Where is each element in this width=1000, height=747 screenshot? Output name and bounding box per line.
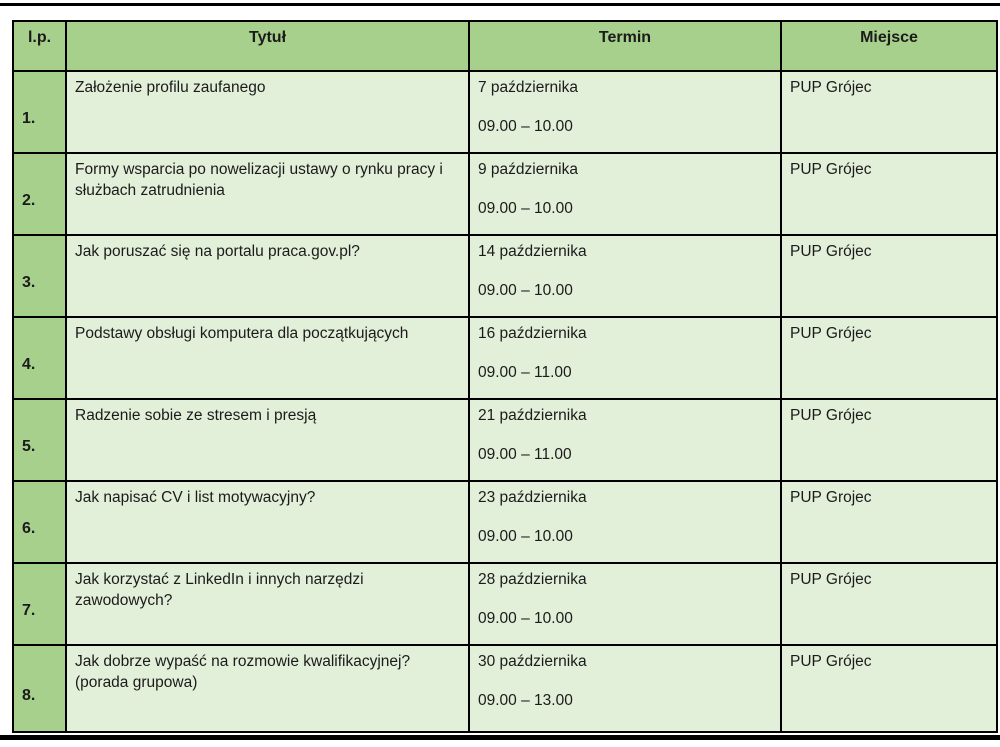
termin-cell <box>469 71 781 153</box>
date-text: 28 października <box>478 571 587 588</box>
date-text: 14 października <box>478 243 587 260</box>
title-cell: Jak dobrze wypaść na rozmowie kwalifikacyjnej? (porada grupowa) <box>66 645 469 732</box>
table-row <box>13 153 997 235</box>
title-cell: Jak poruszać się na portalu praca.gov.pl? <box>66 235 469 317</box>
header-tytul: Tytuł <box>66 21 469 71</box>
header-miejsce: Miejsce <box>781 21 997 71</box>
termin-cell <box>469 399 781 481</box>
termin-cell <box>469 235 781 317</box>
place-cell: PUP Grojec <box>781 481 997 563</box>
top-border-rule <box>0 3 1000 6</box>
time-text: 09.00 – 10.00 <box>478 527 573 545</box>
place-cell: PUP Grójec <box>781 563 997 645</box>
title-cell: Formy wsparcia po nowelizacji ustawy o rynku pracy i służbach zatrudnienia <box>66 153 469 235</box>
termin-cell <box>469 481 781 563</box>
title-cell: Jak napisać CV i list motywacyjny? <box>66 481 469 563</box>
termin-cell <box>469 317 781 399</box>
schedule-table <box>12 20 998 733</box>
time-text: 09.00 – 11.00 <box>478 363 572 381</box>
header-termin: Termin <box>469 21 781 71</box>
table-row <box>13 481 997 563</box>
place-cell: PUP Grójec <box>781 399 997 481</box>
table-row <box>13 563 997 645</box>
row-number-cell: 1. <box>13 71 66 153</box>
date-text: 21 października <box>478 407 587 424</box>
time-text: 09.00 – 11.00 <box>478 445 572 463</box>
row-number-cell: 7. <box>13 563 66 645</box>
termin-cell <box>469 563 781 645</box>
table-row <box>13 71 997 153</box>
termin-cell <box>469 645 781 732</box>
date-text: 9 października <box>478 161 578 178</box>
title-cell: Radzenie sobie ze stresem i presją <box>66 399 469 481</box>
place-cell: PUP Grójec <box>781 153 997 235</box>
place-cell: PUP Grójec <box>781 71 997 153</box>
row-number-cell: 3. <box>13 235 66 317</box>
row-number-cell: 4. <box>13 317 66 399</box>
time-text: 09.00 – 10.00 <box>478 117 573 135</box>
time-text: 09.00 – 10.00 <box>478 281 573 299</box>
place-cell: PUP Grójec <box>781 645 997 732</box>
table-row <box>13 235 997 317</box>
row-number-cell: 6. <box>13 481 66 563</box>
header-lp: l.p. <box>13 21 66 71</box>
date-text: 16 października <box>478 325 587 342</box>
table-row <box>13 399 997 481</box>
row-number-cell: 8. <box>13 645 66 732</box>
title-cell: Podstawy obsługi komputera dla początkujących <box>66 317 469 399</box>
row-number-cell: 5. <box>13 399 66 481</box>
title-cell: Jak korzystać z LinkedIn i innych narzędzi zawodowych? <box>66 563 469 645</box>
header-row <box>13 21 997 71</box>
time-text: 09.00 – 10.00 <box>478 609 573 627</box>
time-text: 09.00 – 10.00 <box>478 199 573 217</box>
table-row <box>13 645 997 732</box>
place-cell: PUP Grójec <box>781 317 997 399</box>
place-cell: PUP Grójec <box>781 235 997 317</box>
date-text: 30 października <box>478 653 587 670</box>
termin-cell <box>469 153 781 235</box>
time-text: 09.00 – 13.00 <box>478 691 573 709</box>
date-text: 7 października <box>478 79 578 96</box>
row-number-cell: 2. <box>13 153 66 235</box>
bottom-border-rule <box>0 735 1000 740</box>
date-text: 23 października <box>478 489 587 506</box>
table-row <box>13 317 997 399</box>
title-cell: Założenie profilu zaufanego <box>66 71 469 153</box>
